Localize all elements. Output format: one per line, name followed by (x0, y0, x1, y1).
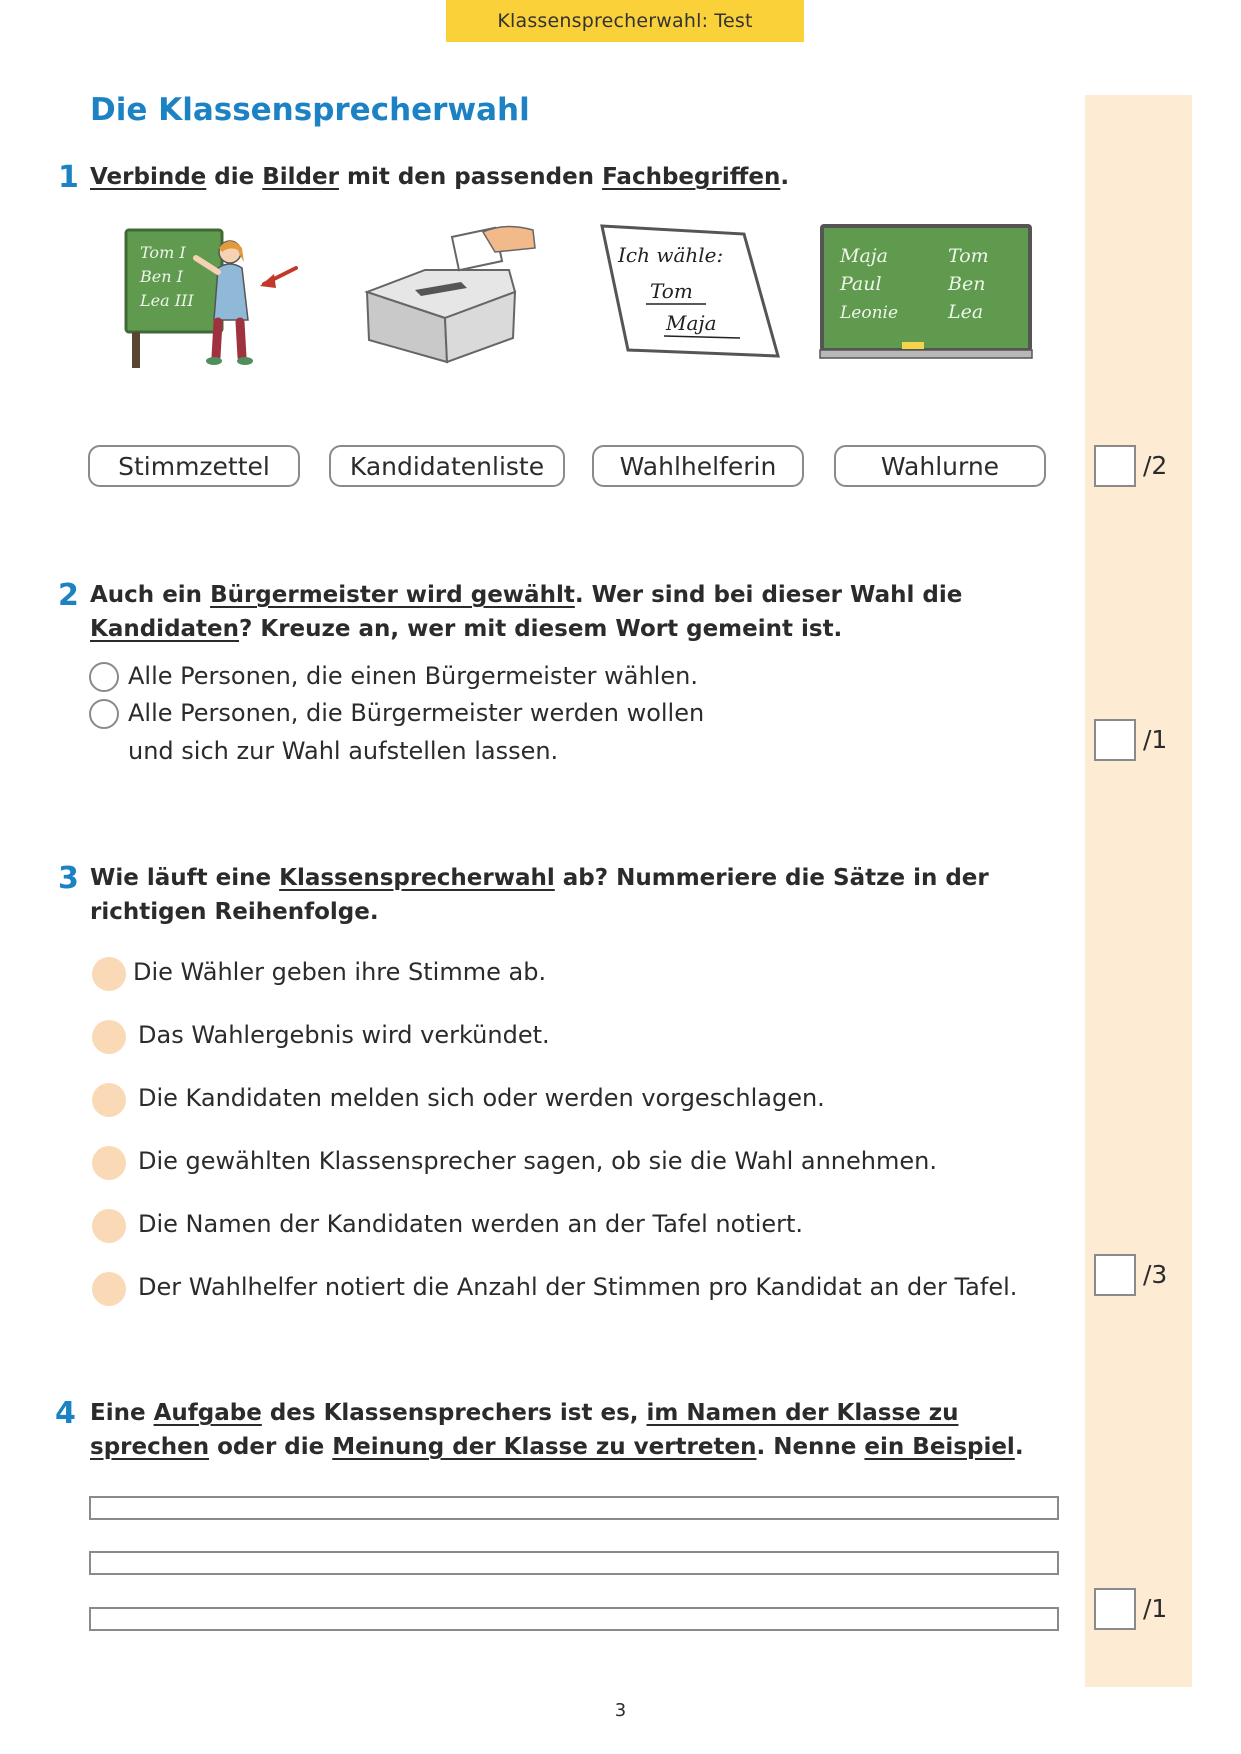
ballot-paper-image[interactable] (596, 222, 786, 368)
task4-part-0: Eine (90, 1400, 154, 1426)
score-column (1085, 95, 1192, 1687)
board2-right-2: Lea (948, 301, 984, 323)
task1-part-5: . (780, 164, 790, 190)
task3-part-2: ab? Nummeriere die Sätze in der richtigen Reihenfolge. (90, 865, 989, 925)
task2-part-4: ? Kreuze an, wer mit diesem Wort gemeint ist. (239, 616, 843, 642)
task3-sentence-4: Die gewählten Klassensprecher sagen, ob sie die Wahl annehmen. (138, 1147, 937, 1175)
task3-score-box[interactable] (1094, 1254, 1136, 1296)
task1-part-0: Verbinde (90, 164, 207, 190)
board1-line-2: Lea III (140, 291, 194, 310)
task4-instruction (90, 1396, 1050, 1464)
task3-instruction (90, 861, 1070, 929)
task3-number-dot-1[interactable] (92, 957, 126, 991)
ballot-line-2: Maja (666, 311, 717, 335)
task3-sentence-1: Die Wähler geben ihre Stimme ab. (133, 958, 547, 986)
page-title: Die Klassensprecherwahl (90, 92, 530, 128)
task2-part-1: Bürgermeister wird gewählt (210, 582, 575, 608)
header-tab: Klassensprecherwahl: Test (446, 0, 804, 42)
task4-score-max: /1 (1143, 1594, 1168, 1623)
task2-radio-1[interactable] (89, 662, 119, 692)
task2-option-2: Alle Personen, die Bürgermeister werden wollen (128, 699, 705, 727)
task3-score-max: /3 (1143, 1260, 1168, 1289)
task3-number-dot-2[interactable] (92, 1020, 126, 1054)
task1-part-2: Bilder (262, 164, 339, 190)
task2-score-max: /1 (1143, 725, 1168, 754)
task2-part-0: Auch ein (90, 582, 211, 608)
task1-part-1: die (206, 164, 263, 190)
task3-number-dot-5[interactable] (92, 1209, 126, 1243)
task2-part-2: . Wer sind bei dieser Wahl die (574, 582, 963, 608)
task1-instruction (90, 160, 1070, 194)
task3-number: 3 (58, 861, 79, 896)
task4-answer-line-3[interactable] (89, 1607, 1059, 1631)
task4-part-3: im Namen der Klasse zu sprechen (90, 1400, 959, 1460)
task4-part-2: des Klassensprechers ist es, (261, 1400, 647, 1426)
candidate-board-image[interactable] (816, 222, 1036, 368)
task1-score-max: /2 (1143, 451, 1168, 480)
board2-right-0: Tom (948, 245, 989, 267)
task4-part-5: Meinung der Klasse zu vertreten (332, 1434, 757, 1460)
page-number: 3 (614, 1700, 627, 1721)
task2-score-box[interactable] (1094, 719, 1136, 761)
task2-instruction (90, 578, 990, 646)
task2-radio-2[interactable] (89, 699, 119, 729)
task1-score-box[interactable] (1094, 445, 1136, 487)
task3-sentence-2: Das Wahlergebnis wird verkündet. (138, 1021, 550, 1049)
word-box-wahlurne[interactable]: Wahlurne (834, 445, 1046, 487)
task3-sentence-5: Die Namen der Kandidaten werden an der Tafel notiert. (138, 1210, 804, 1238)
board2-right-1: Ben (948, 273, 986, 295)
task3-number-dot-3[interactable] (92, 1083, 126, 1117)
board1-line-0: Tom I (140, 243, 186, 262)
board1-line-1: Ben I (140, 267, 183, 286)
task3-part-1: Klassensprecherwahl (279, 865, 555, 891)
task3-sentence-6: Der Wahlhelfer notiert die Anzahl der Stimmen pro Kandidat an der Tafel. (138, 1273, 1018, 1301)
task4-part-8: . (1014, 1434, 1024, 1460)
ballot-box-image[interactable] (355, 222, 545, 368)
task2-part-3: Kandidaten (90, 616, 240, 642)
task1-part-4: Fachbegriffen (602, 164, 781, 190)
task3-number-dot-4[interactable] (92, 1146, 126, 1180)
task2-option-1: Alle Personen, die einen Bürgermeister wählen. (128, 662, 698, 690)
task4-part-6: . Nenne (756, 1434, 865, 1460)
task3-part-0: Wie läuft eine (90, 865, 280, 891)
task4-part-1: Aufgabe (153, 1400, 262, 1426)
ballot-line-1: Tom (650, 279, 693, 303)
task4-answer-line-1[interactable] (89, 1496, 1059, 1520)
task1-part-3: mit den passenden (338, 164, 603, 190)
task4-part-7: ein Beispiel (864, 1434, 1015, 1460)
board2-left-1: Paul (840, 273, 882, 295)
word-box-stimmzettel[interactable]: Stimmzettel (88, 445, 300, 487)
word-box-kandidatenliste[interactable]: Kandidatenliste (329, 445, 565, 487)
board2-left-0: Maja (840, 245, 889, 267)
task3-sentence-3: Die Kandidaten melden sich oder werden vorgeschlagen. (138, 1084, 825, 1112)
task4-answer-line-2[interactable] (89, 1551, 1059, 1575)
task3-number-dot-6[interactable] (92, 1272, 126, 1306)
blackboard-pupil-image[interactable] (118, 222, 308, 368)
board2-left-2: Leonie (840, 303, 899, 323)
task4-part-4: oder die (209, 1434, 333, 1460)
ballot-line-0: Ich wähle: (618, 243, 724, 267)
word-box-wahlhelferin[interactable]: Wahlhelferin (592, 445, 804, 487)
task1-number: 1 (58, 160, 79, 195)
task4-number: 4 (55, 1396, 76, 1431)
task4-score-box[interactable] (1094, 1588, 1136, 1630)
task2-number: 2 (58, 578, 79, 613)
task2-option-2-continued: und sich zur Wahl aufstellen lassen. (128, 737, 559, 765)
